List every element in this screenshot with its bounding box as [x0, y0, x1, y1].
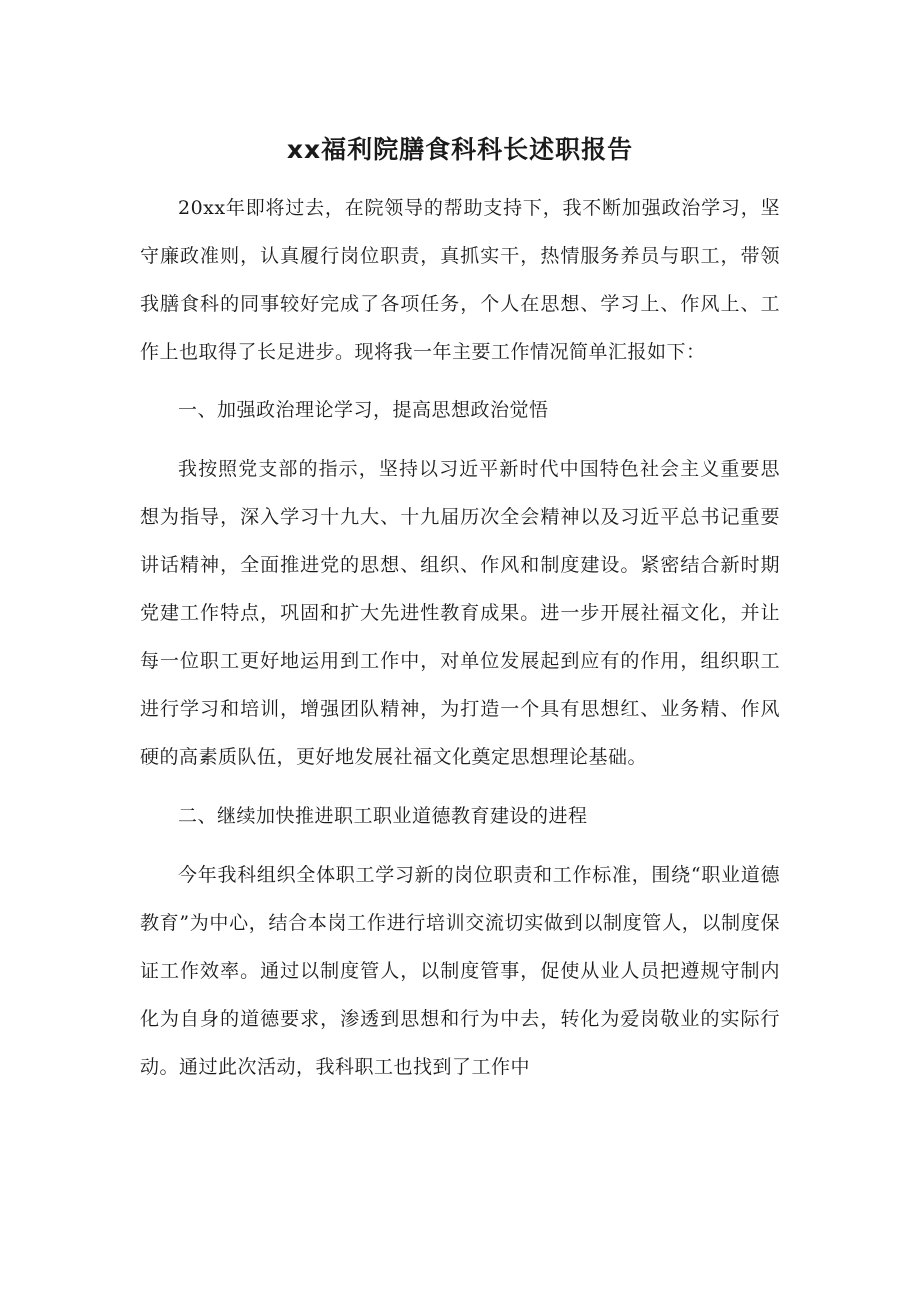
section-heading-2: 二、继续加快推进职工职业道德教育建设的进程 [178, 805, 588, 827]
intro-paragraph: 20xx年即将过去，在院领导的帮助支持下，我不断加强政治学习，坚守廉政准则，认真履行岗位职责，真抓实干，热情服务养员与职工，带领我膳食科的同事较好完成了各项任务，个人在思想、学习上、作风上、工作上也取得了长足进步。现将我一年主要工作情况简单汇报如下： [140, 197, 780, 363]
document-title: xx福利院膳食科科长述职报告 [286, 135, 634, 164]
document-body [140, 184, 780, 1091]
section-heading-1: 一、加强政治理论学习，提高思想政治觉悟 [178, 399, 549, 421]
section-2-paragraph: 今年我科组织全体职工学习新的岗位职责和工作标准，围绕“职业道德教育”为中心，结合本岗工作进行培训交流切实做到以制度管人，以制度保证工作效率。通过以制度管人，以制度管事，促使从业人员把遵规守制内化为自身的道德要求，渗透到思想和行为中去，转化为爱岗敬业的实际行动。通过此次活动，我科职工也找到了工作中 [140, 864, 780, 1078]
section-1-paragraph: 我按照党支部的指示，坚持以习近平新时代中国特色社会主义重要思想为指导，深入学习十九大、十九届历次全会精神以及习近平总书记重要讲话精神，全面推进党的思想、组织、作风和制度建设。紧密结合新时期党建工作特点，巩固和扩大先进性教育成果。进一步开展社福文化，并让每一位职工更好地运用到工作中，对单位发展起到应有的作用，组织职工进行学习和培训，增强团队精神，为打造一个具有思想红、业务精、作风硬的高素质队伍，更好地发展社福文化奠定思想理论基础。 [140, 458, 780, 768]
